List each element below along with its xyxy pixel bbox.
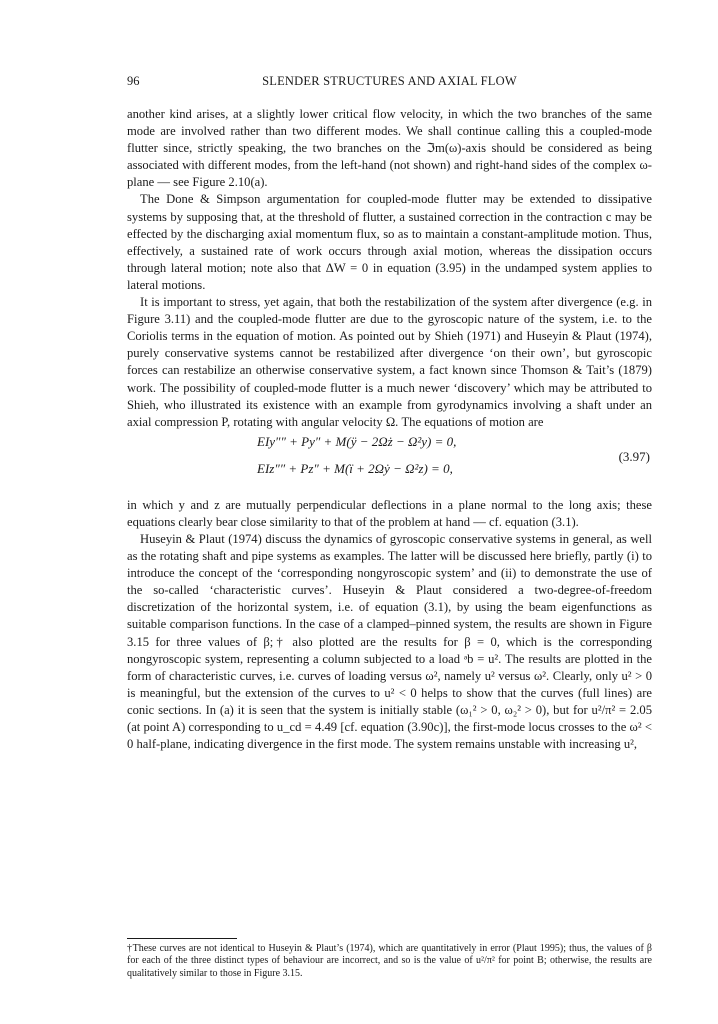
footnote-rule xyxy=(127,938,237,939)
paragraph-gyroscopic: It is important to stress, yet again, that both the restabilization of the system after divergence (e.g. in Figure 3.11) and the coupled-mode flutter are due to the gyroscopic nature of the system, i.e. to the Coriolis terms in the equation of motion. As pointed out by Shieh (1971) and Huseyin & Plaut (1974), purely conservative systems cannot be restabilized after divergence ‘on their own’, but gyroscopic forces can restabilize an otherwise conservative system, a fact known since Thomson & Tait’s (1879) work. The possibility of coupled-mode flutter is a much newer ‘discovery’ which may be attributed to Shieh, who illustrated its existence with an example from gyrodynamics involving a shaft under an axial compression P, rotating with angular velocity Ω. The equations of motion are xyxy=(127,295,652,429)
footnote-text: †These curves are not identical to Huseyin & Plaut’s (1974), which are quantitatively in error (Plaut 1995); thus, the values of β for each of the three distinct types of behaviour are incorrect, and so is the value of u²/π² for point B; otherwise, the results are qualitatively similar to those in Figure 3.15. xyxy=(127,943,652,979)
paragraph-done-simpson: The Done & Simpson argumentation for coupled-mode flutter may be extended to dissipative systems by supposing that, at the threshold of flutter, a sustained correction in the contraction c may be effected by the discharging axial momentum flux, so as to maintain a constant-amplitude motion. Thus, effectively, a sustained rate of work occurs through axial motion, whereas the dissipation occurs through lateral motion; note also that ΔW = 0 in equation (3.95) in the undamped system applies to lateral motions. xyxy=(127,192,652,292)
running-title: SLENDER STRUCTURES AND AXIAL FLOW xyxy=(262,74,517,88)
page-number: 96 xyxy=(127,74,140,88)
paragraph-after-equation: in which y and z are mutually perpendicular deflections in a plane normal to the long axis; these equations clearly bear close similarity to that of the problem at hand — cf. equation (3.1). xyxy=(127,497,652,529)
equation-number: (3.97) xyxy=(618,448,650,464)
equation-block xyxy=(127,433,652,487)
body-text xyxy=(127,106,652,753)
paragraph-continuation: another kind arises, at a slightly lower critical flow velocity, in which the two branches of the same mode are involved rather than two different modes. We shall continue calling this a coupled-mode flutter since, strictly speaking, the two branches on the ℑm(ω)-axis should be considered as being associated with different modes, from the left-hand (not shown) and right-hand sides of the complex ω-plane — see Figure 2.10(a). xyxy=(127,107,652,190)
page-header xyxy=(127,74,652,90)
equation-line-z: EIz″″ + Pz″ + M(ï + 2Ωẏ − Ω²z) = 0, xyxy=(257,460,453,476)
equation-line-y: EIy″″ + Py″ + M(ÿ − 2Ωż − Ω²y) = 0, xyxy=(257,433,457,449)
footnote xyxy=(127,943,652,980)
paragraph-huseyin-plaut: Huseyin & Plaut (1974) discuss the dynamics of gyroscopic conservative systems in general, as well as the rotating shaft and pipe systems as examples. The latter will be discussed here briefly, partly (i) to introduce the concept of the ‘corresponding nongyroscopic system’ and (ii) to demonstrate the use of the so-called ‘characteristic curves’. Huseyin & Plaut considered a two-degree-of-freedom discretization of the horizontal system, i.e. of equation (3.1), by using the beam eigenfunctions as suitable comparison functions. In the case of a clamped–pinned system, the results are shown in Figure 3.15 for three values of β;† also plotted are the results for β = 0, which is the corresponding nongyroscopic system, representing a column subjected to a load ᵊb = u². The results are plotted in the form of characteristic curves, i.e. curves of loading versus ω², namely u² versus ω². Clearly, only u² > 0 is meaningful, but the extension of the curves to u² < 0 helps to show that the curves (full lines) are conic sections. In (a) it is seen that the system is initially stable (ω₁² > 0, ω₂² > 0), but for u²/π² = 2.05 (at point A) corresponding to u_cd = 4.49 [cf. equation (3.90c)], the first-mode locus crosses to the ω² < 0 half-plane, indicating divergence in the first mode. The system remains unstable with increasing u², xyxy=(127,531,652,752)
